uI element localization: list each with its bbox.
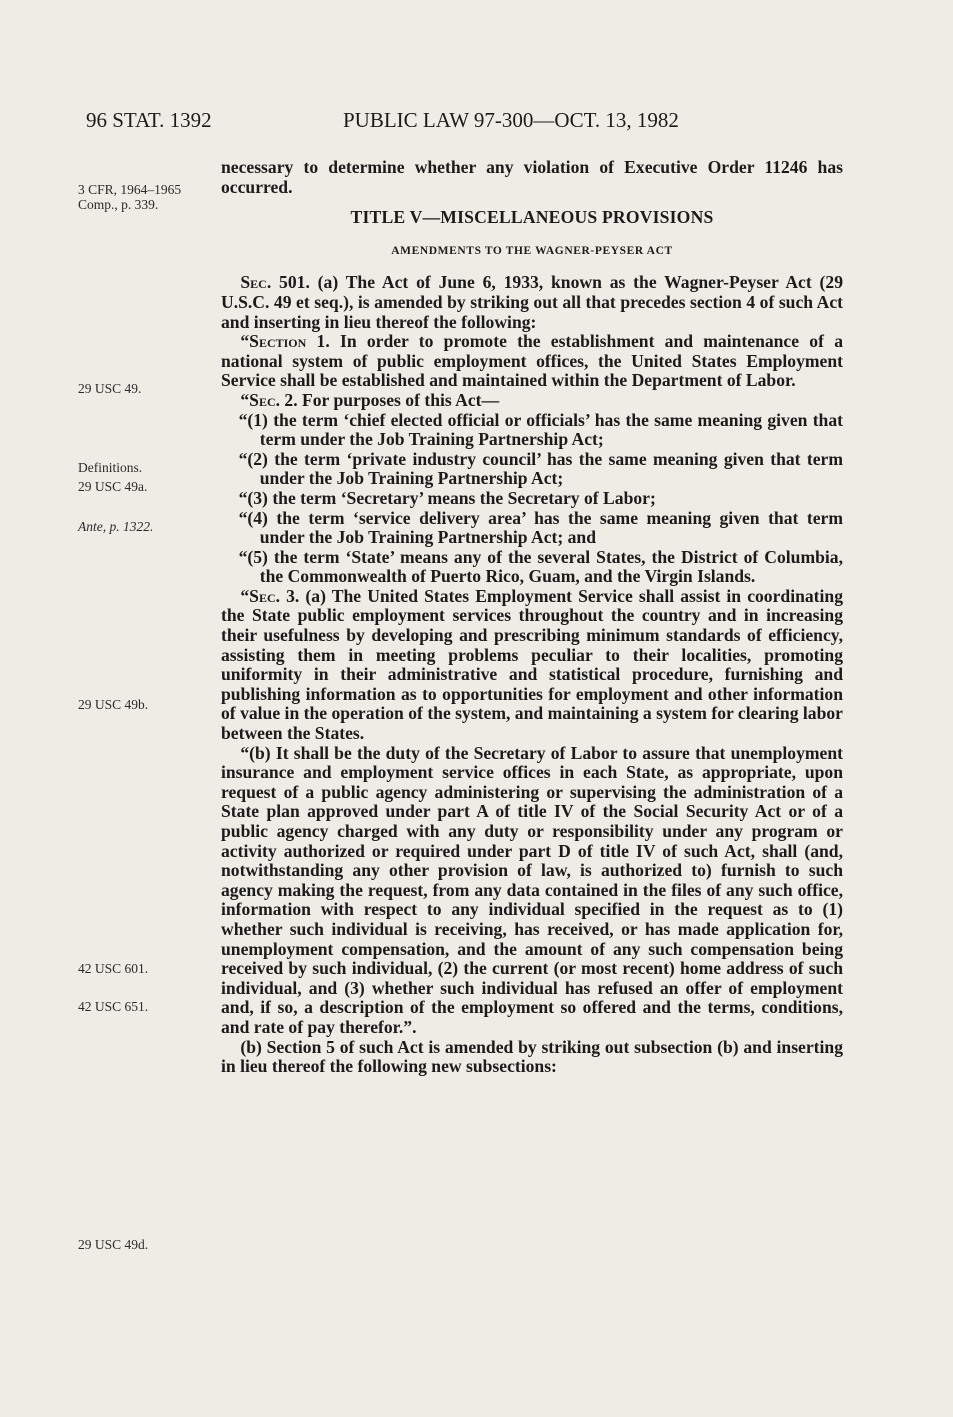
- section-3-label: “Sec.: [240, 585, 281, 606]
- section-501-b: (b) Section 5 of such Act is amended by striking out subsection (b) and inserting in lieu thereof the following new subsections:: [221, 1036, 843, 1077]
- section-1: [221, 332, 843, 391]
- section-501-label: Sec.: [240, 272, 272, 293]
- margin-note-42-usc-651: 42 USC 651.: [78, 999, 149, 1014]
- margin-note-29-usc-49b: 29 USC 49b.: [78, 697, 149, 712]
- section-3-a-text: 3. (a) The United States Employment Service shall assist in coordinating the State public employment services throughout the country and in increasing their usefulness by developing and prescribing minimum standards of efficiency, assisting them in meeting problems peculiar to their localities, promoting uniformity in their administrative and statistical procedure, furnishing and publishing information as to opportunities for employment and other information of value in the operation of the system, and maintaining a system for clearing labor between the States.: [221, 585, 843, 744]
- public-law-title: PUBLIC LAW 97-300—OCT. 13, 1982: [343, 108, 679, 132]
- margin-note-ante: Ante, p. 1322.: [78, 519, 154, 534]
- definition-4: “(4) the term ‘service delivery area’ has the same meaning given that term under the Job Training Partnership Act; and: [238, 507, 843, 548]
- definition-5: “(5) the term ‘State’ means any of the several States, the District of Columbia, the Commonwealth of Puerto Rico, Guam, and the Virgin Islands.: [238, 546, 843, 587]
- page-header: [0, 108, 953, 138]
- continued-paragraph: necessary to determine whether any violation of Executive Order 11246 has occurred.: [221, 157, 843, 197]
- statute-body: [221, 158, 843, 1077]
- definition-2: “(2) the term ‘private industry council’ has the same meaning given that term under the Job Training Partnership Act;: [238, 448, 843, 489]
- margin-note-cfr: [78, 182, 181, 212]
- section-1-label: “Section: [240, 331, 307, 352]
- section-3-b: “(b) It shall be the duty of the Secretary of Labor to assure that unemployment insurance and employment service offices in each State, as appropriate, upon request of a public agency administering or supervising the administration of a State plan approved under part A of title IV of the Social Security Act or of a public agency charged with any duty or responsibility under any program or activity authorized or required under part D of title IV of such Act, shall (and, notwithstanding any other provision of law, is authorized to) furnish to such agency making the request, from any data contained in the files of any such office, information with respect to any individual specified in the request as to (1) whether such individual is receiving, has received, or has made application for, unemployment compensation, and the amount of any such compensation being received by such individual, (2) the current (or most recent) home address of such individual, and (3) whether such individual has refused an offer of employment and, if so, a description of the employment so offered and the terms, conditions, and rate of pay therefor.”.: [221, 742, 843, 1037]
- margin-note-29-usc-49: 29 USC 49.: [78, 381, 142, 396]
- definition-1: “(1) the term ‘chief elected official or officials’ has the same meaning given that term under the Job Training Partnership Act;: [238, 409, 843, 450]
- section-3-a: [221, 587, 843, 744]
- wagner-peyser-subheading: AMENDMENTS TO THE WAGNER-PEYSER ACT: [391, 244, 673, 257]
- definition-3: “(3) the term ‘Secretary’ means the Secretary of Labor;: [238, 487, 656, 508]
- section-501-a: [221, 273, 843, 332]
- margin-note-42-usc-601: 42 USC 601.: [78, 961, 149, 976]
- section-2-label: “Sec.: [240, 389, 281, 410]
- section-1-text: 1. In order to promote the establishment and maintenance of a national system of public employment offices, the United States Employment Service shall be established and maintained within the Department of Labor.: [221, 331, 843, 391]
- margin-note-cfr-line2: Comp., p. 339.: [78, 197, 159, 212]
- margin-note-definitions: Definitions.: [78, 460, 143, 475]
- section-2: [221, 391, 843, 411]
- section-501-text: 501. (a) The Act of June 6, 1933, known as the Wagner-Peyser Act (29 U.S.C. 49 et seq.), is amended by striking out all that precedes section 4 of such Act and inserting in lieu thereof the following:: [221, 272, 843, 332]
- margin-note-29-usc-49a: 29 USC 49a.: [78, 479, 148, 494]
- title-v-heading: TITLE V—MISCELLANEOUS PROVISIONS: [350, 207, 714, 228]
- margin-note-cfr-line1: 3 CFR, 1964–1965: [78, 182, 182, 197]
- section-2-text: 2. For purposes of this Act—: [280, 389, 500, 410]
- margin-note-29-usc-49d: 29 USC 49d.: [78, 1237, 149, 1252]
- stat-page-reference: 96 STAT. 1392: [86, 108, 212, 132]
